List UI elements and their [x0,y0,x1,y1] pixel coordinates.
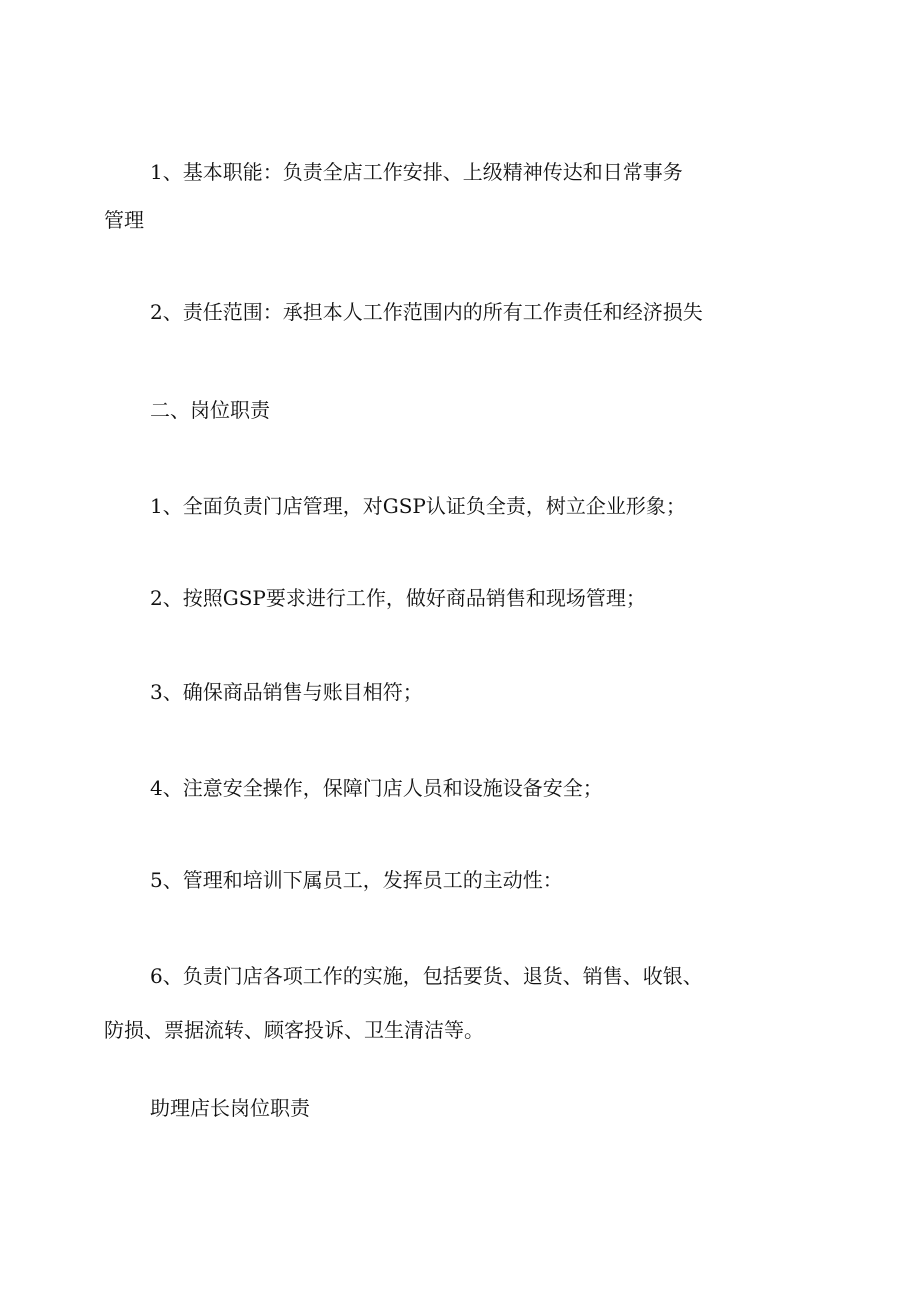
duty-item-5: 5、管理和培训下属员工，发挥员工的主动性： [150,868,563,892]
duty-item-1: 1、全面负责门店管理，对GSP认证负全责，树立企业形象； [150,494,686,518]
paragraph-responsibility-scope: 2、责任范围：承担本人工作范围内的所有工作责任和经济损失 [150,300,703,324]
paragraph-basic-function-line1: 1、基本职能：负责全店工作安排、上级精神传达和日常事务 [150,160,683,184]
section-heading-duties: 二、岗位职责 [150,398,270,422]
duty-item-3: 3、确保商品销售与账目相符； [150,680,423,704]
paragraph-basic-function-line2: 管理 [104,208,144,232]
duty-item-6-line2: 防损、票据流转、顾客投诉、卫生清洁等。 [104,1018,484,1042]
section-heading-assistant-manager: 助理店长岗位职责 [150,1096,310,1120]
duty-item-6-line1: 6、负责门店各项工作的实施，包括要货、退货、销售、收银、 [150,964,703,988]
duty-item-2: 2、按照GSP要求进行工作，做好商品销售和现场管理； [150,586,646,610]
duty-item-4: 4、注意安全操作，保障门店人员和设施设备安全； [150,776,603,800]
